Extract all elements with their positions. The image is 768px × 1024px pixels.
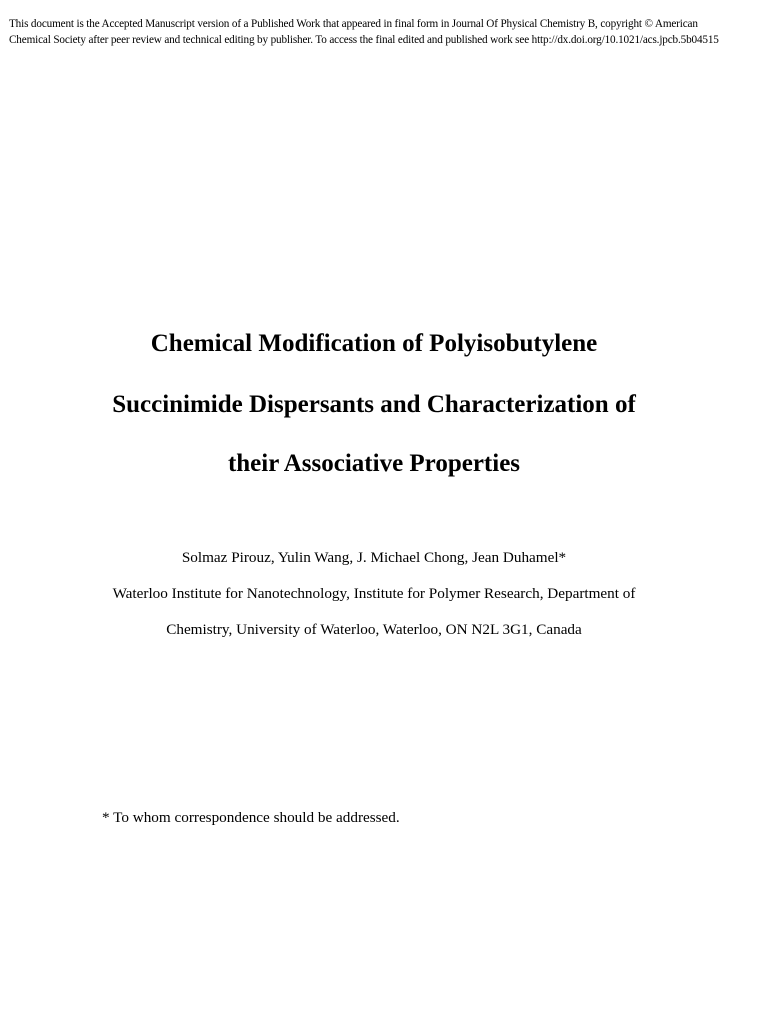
correspondence-footnote: * To whom correspondence should be addressed.	[102, 809, 400, 826]
paper-title-line-3: their Associative Properties	[227, 450, 521, 477]
paper-title-line-1: Chemical Modification of Polyisobutylene	[150, 330, 598, 357]
affiliation-line-2: Chemistry, University of Waterloo, Waterloo, ON N2L 3G1, Canada	[166, 621, 582, 638]
affiliation-line-1: Waterloo Institute for Nanotechnology, Institute for Polymer Research, Department of	[112, 585, 636, 602]
notice-line-1: This document is the Accepted Manuscript version of a Published Work that appeared in final form in Journal Of Physical Chemistry B, copyright © American	[9, 18, 698, 30]
notice-line-2: Chemical Society after peer review and technical editing by publisher. To access the final edited and published work see http://dx.doi.org/10.1021/acs.jpcb.5b04515	[9, 34, 719, 46]
paper-title-line-2: Succinimide Dispersants and Characterization of	[112, 391, 636, 418]
accepted-manuscript-notice	[9, 16, 761, 48]
author-list: Solmaz Pirouz, Yulin Wang, J. Michael Chong, Jean Duhamel*	[181, 549, 567, 566]
